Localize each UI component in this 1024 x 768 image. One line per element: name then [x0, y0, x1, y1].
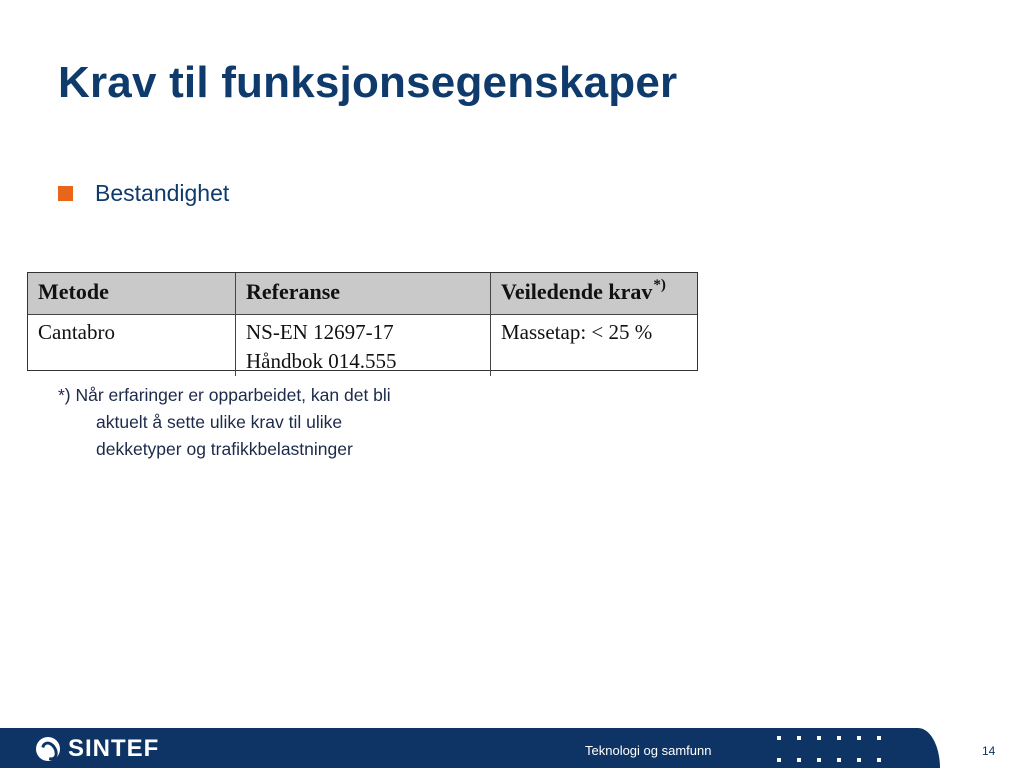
- footnote-line3: dekketyper og trafikkbelastninger: [96, 439, 353, 459]
- table-row: [28, 315, 697, 377]
- bullet-square-icon: [58, 186, 73, 201]
- footnote-line2: aktuelt å sette ulike krav til ulike: [96, 412, 343, 432]
- sintef-logo: [36, 735, 159, 763]
- cell-metode: Cantabro: [28, 315, 236, 377]
- footnote: [58, 382, 391, 463]
- cell-referanse: [236, 315, 491, 377]
- slide-title: Krav til funksjonsegenskaper: [58, 58, 678, 107]
- cell-referanse-line2: Håndbok 014.555: [246, 349, 397, 373]
- sintef-logo-icon: [36, 737, 60, 761]
- bullet-item: [58, 180, 229, 207]
- footnote-line1: *) Når erfaringer er opparbeidet, kan det bli: [58, 385, 391, 405]
- header-krav-footnote-mark: *): [653, 277, 666, 293]
- header-krav-label: Veiledende krav: [501, 279, 653, 304]
- footer: [0, 728, 1024, 768]
- table-header-row: [28, 273, 697, 315]
- page-number: 14: [982, 744, 996, 758]
- requirements-table: [27, 272, 698, 371]
- header-krav: [491, 273, 698, 315]
- cell-referanse-line1: NS-EN 12697-17: [246, 320, 394, 344]
- footer-label: Teknologi og samfunn: [585, 743, 712, 758]
- header-referanse: Referanse: [236, 273, 491, 315]
- cell-krav: Massetap: < 25 %: [501, 320, 653, 344]
- bullet-text: Bestandighet: [95, 180, 230, 206]
- dot-pattern-icon: [775, 734, 885, 766]
- header-metode: Metode: [28, 273, 236, 315]
- logo-text: SINTEF: [68, 735, 160, 762]
